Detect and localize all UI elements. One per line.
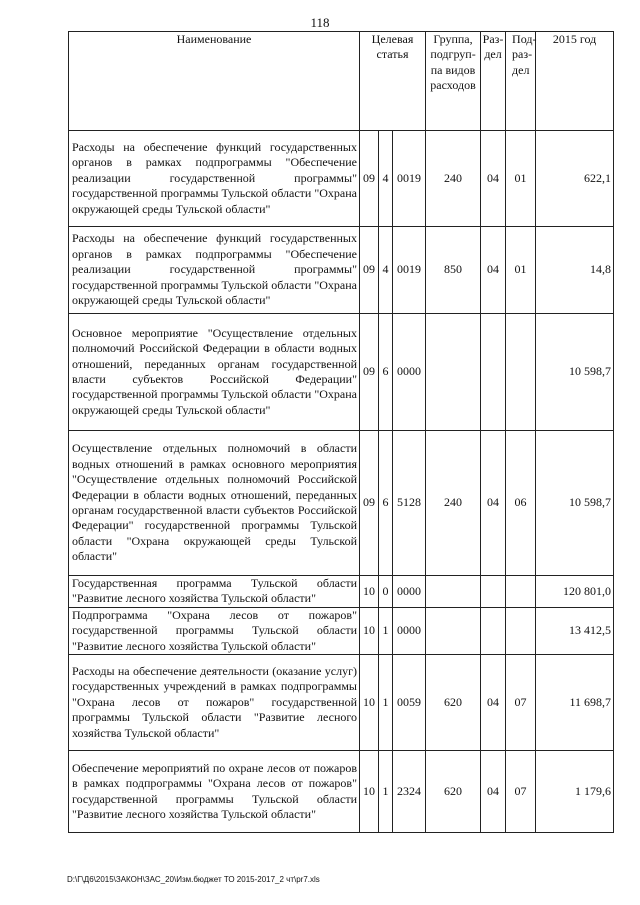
table-row bbox=[69, 751, 614, 833]
row-name: Расходы на обеспечение деятельности (оказание услуг) государственных учреждений в рамках подпрограммы "Охрана лесов от пожаров" государственной программы Тульской области "Развитие лесного хозяйства Тульской области" bbox=[69, 655, 360, 751]
target-item-subprogram: 6 bbox=[379, 314, 393, 431]
target-item-program: 10 bbox=[360, 576, 379, 608]
section-code: 04 bbox=[481, 655, 506, 751]
header-target-item: Целевая статья bbox=[360, 32, 426, 131]
amount-2015: 13 412,5 bbox=[536, 607, 614, 654]
table-row bbox=[69, 227, 614, 314]
expense-group: 240 bbox=[426, 131, 481, 227]
amount-2015: 120 801,0 bbox=[536, 576, 614, 608]
row-name: Расходы на обеспечение функций государственных органов в рамках подпрограммы "Обеспечение реализации государственной программы" государственной программы Тульской области "Охрана окружающей среды Тульской области" bbox=[69, 227, 360, 314]
subsection-code: 07 bbox=[506, 751, 536, 833]
row-name: Государственная программа Тульской области "Развитие лесного хозяйства Тульской области" bbox=[69, 576, 360, 608]
subsection-code bbox=[506, 607, 536, 654]
expense-group: 240 bbox=[426, 431, 481, 576]
expense-group bbox=[426, 576, 481, 608]
subsection-code: 07 bbox=[506, 655, 536, 751]
expense-group: 620 bbox=[426, 655, 481, 751]
target-item-program: 10 bbox=[360, 607, 379, 654]
amount-2015: 1 179,6 bbox=[536, 751, 614, 833]
table-row bbox=[69, 576, 614, 608]
target-item-program: 10 bbox=[360, 655, 379, 751]
table-row bbox=[69, 607, 614, 654]
target-item-program: 10 bbox=[360, 751, 379, 833]
section-code bbox=[481, 576, 506, 608]
table-row bbox=[69, 655, 614, 751]
amount-2015: 14,8 bbox=[536, 227, 614, 314]
row-name: Подпрограмма "Охрана лесов от пожаров" государственной программы Тульской области "Развитие лесного хозяйства Тульской области" bbox=[69, 607, 360, 654]
expense-group: 620 bbox=[426, 751, 481, 833]
page-number: 118 bbox=[310, 15, 330, 30]
target-item-program: 09 bbox=[360, 227, 379, 314]
target-item-subprogram: 4 bbox=[379, 227, 393, 314]
target-item-code: 0000 bbox=[393, 576, 426, 608]
amount-2015: 11 698,7 bbox=[536, 655, 614, 751]
row-name: Основное мероприятие "Осуществление отдельных полномочий Российской Федерации в области водных отношений, переданных органам государственной власти субъектов Российской Федерации" государственной программы Тульской области "Охрана окружающей среды Тульской области" bbox=[69, 314, 360, 431]
amount-2015: 10 598,7 bbox=[536, 431, 614, 576]
row-name: Осуществление отдельных полномочий в области водных отношений в рамках основного мероприятия "Осуществление отдельных полномочий Российской Федерации в области водных отношений, переданных органам государственной власти субъектов Российской Федерации" государственной программы Тульской области "Охрана окружающей среды Тульской области" bbox=[69, 431, 360, 576]
target-item-program: 09 bbox=[360, 431, 379, 576]
row-name: Расходы на обеспечение функций государственных органов в рамках подпрограммы "Обеспечение реализации государственной программы" государственной программы Тульской области "Охрана окружающей среды Тульской области" bbox=[69, 131, 360, 227]
header-section: Раз-дел bbox=[481, 32, 506, 131]
expense-group bbox=[426, 314, 481, 431]
section-code: 04 bbox=[481, 131, 506, 227]
section-code bbox=[481, 607, 506, 654]
target-item-subprogram: 1 bbox=[379, 607, 393, 654]
subsection-code bbox=[506, 314, 536, 431]
subsection-code: 01 bbox=[506, 227, 536, 314]
target-item-code: 0059 bbox=[393, 655, 426, 751]
subsection-code bbox=[506, 576, 536, 608]
target-item-subprogram: 4 bbox=[379, 131, 393, 227]
section-code: 04 bbox=[481, 751, 506, 833]
section-code bbox=[481, 314, 506, 431]
section-code: 04 bbox=[481, 431, 506, 576]
expense-group bbox=[426, 607, 481, 654]
header-year: 2015 год bbox=[536, 32, 614, 131]
subsection-code: 01 bbox=[506, 131, 536, 227]
amount-2015: 10 598,7 bbox=[536, 314, 614, 431]
section-code: 04 bbox=[481, 227, 506, 314]
table-row bbox=[69, 431, 614, 576]
header-group: Группа, подгруп-па видов расходов bbox=[426, 32, 481, 131]
target-item-subprogram: 0 bbox=[379, 576, 393, 608]
target-item-program: 09 bbox=[360, 314, 379, 431]
target-item-subprogram: 1 bbox=[379, 751, 393, 833]
header-subsection: Под-раз-дел bbox=[506, 32, 536, 131]
target-item-code: 2324 bbox=[393, 751, 426, 833]
table-header-row bbox=[69, 32, 614, 131]
table-row bbox=[69, 131, 614, 227]
row-name: Обеспечение мероприятий по охране лесов от пожаров в рамках подпрограммы "Охрана лесов от пожаров" государственной программы Тульской области "Развитие лесного хозяйства Тульской области" bbox=[69, 751, 360, 833]
target-item-subprogram: 6 bbox=[379, 431, 393, 576]
file-path-footer: D:\Г\Д6\2015\ЗАКОН\ЗАС_20\Изм.бюджет ТО 2015-2017_2 чт\pr7.xls bbox=[67, 875, 320, 884]
target-item-program: 09 bbox=[360, 131, 379, 227]
budget-table bbox=[68, 31, 614, 833]
target-item-code: 0019 bbox=[393, 131, 426, 227]
expense-group: 850 bbox=[426, 227, 481, 314]
target-item-code: 0000 bbox=[393, 314, 426, 431]
table-row bbox=[69, 314, 614, 431]
target-item-code: 0000 bbox=[393, 607, 426, 654]
subsection-code: 06 bbox=[506, 431, 536, 576]
target-item-subprogram: 1 bbox=[379, 655, 393, 751]
target-item-code: 5128 bbox=[393, 431, 426, 576]
target-item-code: 0019 bbox=[393, 227, 426, 314]
amount-2015: 622,1 bbox=[536, 131, 614, 227]
header-name: Наименование bbox=[69, 32, 360, 131]
